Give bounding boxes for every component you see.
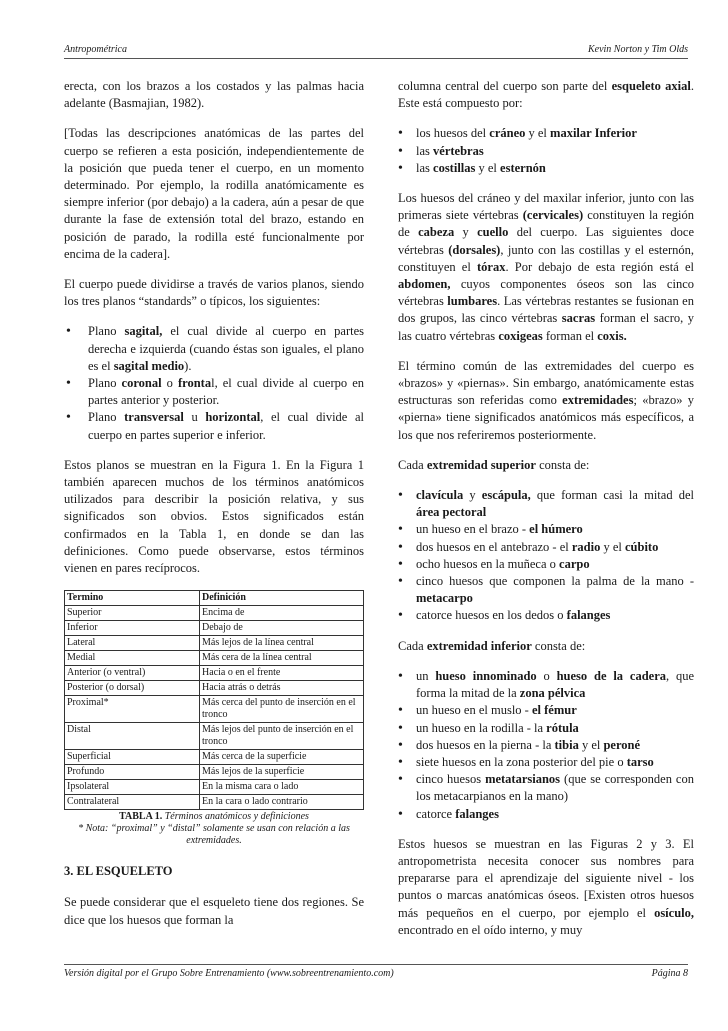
paragraph: Se puede considerar que el esqueleto tiene dos regiones. Se dice que los huesos que forman la — [64, 895, 364, 927]
list-item: • dos huesos en el antebrazo - el radio y el cúbito — [398, 539, 694, 556]
table-row — [65, 606, 364, 621]
table-note: * Nota: “proximal” y “distal” solamente se usan con relación a las extremidades. — [78, 823, 350, 847]
term-cell: Contralateral — [65, 795, 200, 810]
table-row — [65, 780, 364, 795]
table-row — [65, 666, 364, 681]
table-row — [65, 636, 364, 651]
left-column — [64, 78, 364, 942]
list-item: • las vértebras — [398, 143, 694, 160]
table-row — [65, 795, 364, 810]
table-row — [65, 621, 364, 636]
list-item: • las costillas y el esternón — [398, 160, 694, 177]
header-title: Antropométrica — [64, 44, 127, 55]
list-item: • catorce huesos en los dedos o falanges — [398, 607, 694, 624]
section-title: 3. EL ESQUELETO — [64, 864, 173, 879]
list-item: • catorce falanges — [398, 806, 694, 823]
inferior-list — [398, 668, 694, 823]
definition-cell: Más lejos del punto de inserción en el tronco — [200, 723, 364, 750]
planes-list — [64, 323, 364, 443]
list-item: • un hueso en la rodilla - la rótula — [398, 720, 694, 737]
table-header: Definición — [200, 591, 364, 606]
table-row — [65, 750, 364, 765]
list-item: • clavícula y escápula, que forman casi la mitad del área pectoral — [398, 487, 694, 521]
list-item: • siete huesos en la zona posterior del pie o tarso — [398, 754, 694, 771]
definition-cell: En la cara o lado contrario — [200, 795, 364, 810]
definition-cell: Más cerca de la superficie — [200, 750, 364, 765]
paragraph: erecta, con los brazos a los costados y las palmas hacia adelante (Basmajian, 1982). — [64, 79, 364, 111]
definition-cell: En la misma cara o lado — [200, 780, 364, 795]
definition-cell: Encima de — [200, 606, 364, 621]
paragraph: [Todas las descripciones anatómicas de las partes del cuerpo se refieren a esta posición, independientemente de la posición que pueda tener el cuerpo, en un momento determinado. Por ejemplo, la rodilla anatómicamente es siempre inferior (por debajo) a la cadera, aún a pesar de que durante la fase de extensión total del brazo, estando en posición de parado, la rodilla esté funcionalmente por encima de la cadera]. — [64, 126, 364, 261]
table-header-row — [65, 591, 364, 606]
paragraph: Cada extremidad inferior consta de: — [398, 638, 586, 653]
page-footer — [64, 964, 688, 982]
definition-cell: Más lejos de la superficie — [200, 765, 364, 780]
list-item: • un hueso en el muslo - el fémur — [398, 702, 694, 719]
footer-credit: Versión digital por el Grupo Sobre Entrenamiento (www.sobreentrenamiento.com) — [64, 968, 394, 979]
superior-list — [398, 487, 694, 625]
term-cell: Superficial — [65, 750, 200, 765]
list-item: • un hueso en el brazo - el húmero — [398, 521, 694, 538]
term-cell: Ipsolateral — [65, 780, 200, 795]
paragraph: Estos planos se muestran en la Figura 1. En la Figura 1 también aparecen muchos de los términos anatómicos utilizados para describir la posición relativa, y sus significados son obvios. Estos significados están confirmados en la Tabla 1, en donde se dan las definiciones. Como puede observarse, estos términos vienen en pares recíprocos. — [64, 457, 364, 576]
table-row — [65, 651, 364, 666]
definition-cell: Hacia o en el frente — [200, 666, 364, 681]
table-row — [65, 681, 364, 696]
list-item: • un hueso innominado o hueso de la cadera, que forma la mitad de la zona pélvica — [398, 668, 694, 702]
definition-cell: Más cerca del punto de inserción en el tronco — [200, 696, 364, 723]
table-header: Termino — [65, 591, 200, 606]
table-caption: TABLA 1. Términos anatómicos y definiciones * Nota: “proximal” y “distal” solamente se usan con relación a las extremidades. — [78, 811, 350, 847]
term-cell: Inferior — [65, 621, 200, 636]
definition-cell: Debajo de — [200, 621, 364, 636]
term-cell: Posterior (o dorsal) — [65, 681, 200, 696]
list-item: • los huesos del cráneo y el maxilar Inferior — [398, 125, 694, 142]
term-cell: Lateral — [65, 636, 200, 651]
table-row — [65, 696, 364, 723]
terms-table — [64, 590, 364, 810]
definition-cell: Hacia atrás o detrás — [200, 681, 364, 696]
paragraph: El término común de las extremidades del cuerpo es «brazos» y «piernas». Sin embargo, anatómicamente estas estructuras son referidas como extremidades; «brazo» y «pierna» tiene significados anatómicos más específicos, a los que nos referiremos posteriormente. — [398, 358, 695, 442]
list-item: • ocho huesos en la muñeca o carpo — [398, 556, 694, 573]
paragraph: columna central del cuerpo son parte del esqueleto axial. Este está compuesto por: — [398, 79, 694, 111]
header-authors: Kevin Norton y Tim Olds — [587, 44, 688, 55]
paragraph: Los huesos del cráneo y del maxilar inferior, junto con las primeras siete vértebras (cervicales) constituyen la región de cabeza y cuello del cuerpo. Las siguientes doce vértebras (dorsales), junto con las costillas y el esternón, constituyen el tórax. Por debajo de esta región está el abdomen, cuyos componentes óseos son las cinco vértebras lumbares. Las vértebras restantes se fusionan en dos grupos, las cinco vértebras sacras forman el sacro, y las cuatro vértebras coxigeas forman el coxis. — [398, 191, 694, 343]
paragraph: El cuerpo puede dividirse a través de varios planos, siendo los tres planos “standards” o típicos, los siguientes: — [64, 277, 364, 309]
definition-cell: Más lejos de la línea central — [200, 636, 364, 651]
term-cell: Distal — [65, 723, 200, 750]
list-item: • cinco huesos que componen la palma de la mano - metacarpo — [398, 573, 694, 607]
table-row — [65, 723, 364, 750]
term-cell: Profundo — [65, 765, 200, 780]
table-row — [65, 765, 364, 780]
right-column — [398, 78, 694, 952]
list-item: • dos huesos en la pierna - la tibia y el peroné — [398, 737, 694, 754]
paragraph: Cada extremidad superior consta de: — [398, 457, 590, 472]
paragraph: Estos huesos se muestran en las Figuras 2 y 3. El antropometrista necesita conocer sus nombres para prepararse para el aprendizaje del siguiente nivel - los puntos o marcas anatómicas óseos. [Existen otros huesos más pequeños en el cuerpo, por ejemplo el osículo, encontrado en el oído interno, y muy — [398, 836, 694, 937]
list-item: • cinco huesos metatarsianos (que se corresponden con los metacarpianos en la mano) — [398, 771, 694, 805]
list-item: • Plano sagital, el cual divide al cuerpo en partes derecha e izquierda (cuando éstas son iguales, el plano es el sagital medio). — [64, 323, 364, 375]
list-item: • Plano coronal o frontal, el cual divide al cuerpo en partes anterior y posterior. — [64, 375, 364, 409]
axial-list — [398, 125, 694, 177]
list-item: • Plano transversal u horizontal, el cual divide al cuerpo en partes superior e inferior. — [64, 409, 364, 443]
term-cell: Medial — [65, 651, 200, 666]
definition-cell: Más cera de la línea central — [200, 651, 364, 666]
page-header — [64, 44, 688, 59]
page-number: Página 8 — [651, 968, 688, 979]
term-cell: Anterior (o ventral) — [65, 666, 200, 681]
term-cell: Superior — [65, 606, 200, 621]
term-cell: Proximal* — [65, 696, 200, 723]
